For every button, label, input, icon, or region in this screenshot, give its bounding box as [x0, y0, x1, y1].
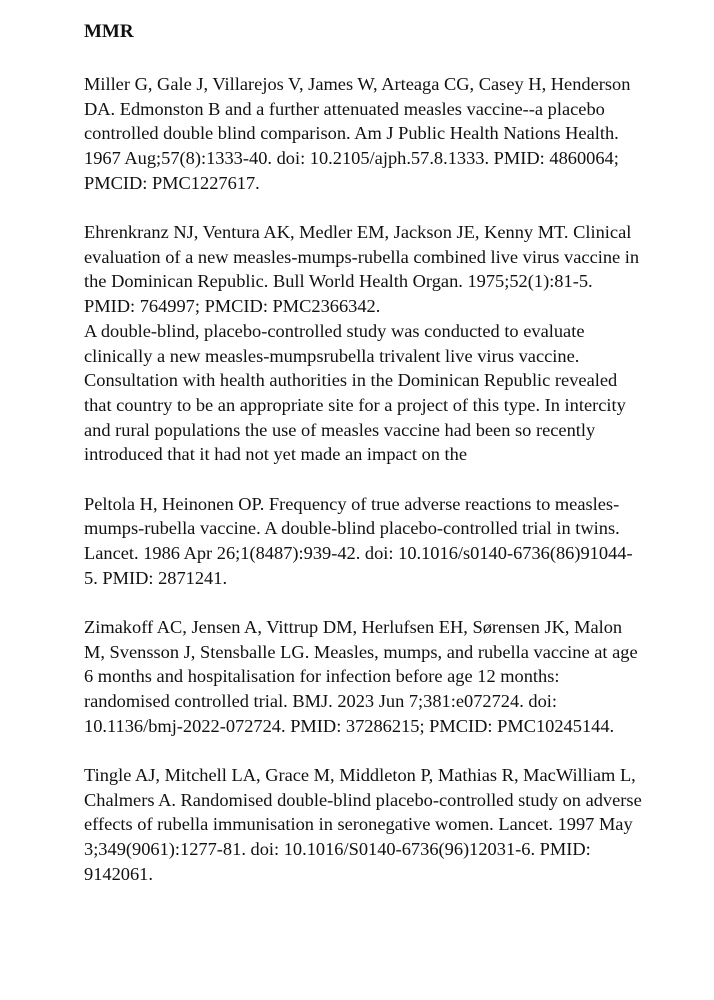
reference-citation: Zimakoff AC, Jensen A, Vittrup DM, Herlufsen EH, Sørensen JK, Malon M, Svensson J, Stensballe LG. Measles, mumps, and rubella vaccine at age 6 months and hospitalisation for infection before age 12 months: randomised controlled trial. BMJ. 2023 Jun 7;381:e072724. doi: 10.1136/bmj-2022-072724. PMID: 37286215; PMCID: PMC10245144. [84, 616, 638, 736]
reference-citation: Peltola H, Heinonen OP. Frequency of true adverse reactions to measles-mumps-rubella vaccine. A double-blind placebo-controlled trial in twins. Lancet. 1986 Apr 26;1(8487):939-42. doi: 10.1016/s0140-6736(86)91044-5. PMID: 2871241. [84, 493, 633, 588]
document-page [84, 20, 644, 911]
reference-entry [84, 220, 644, 467]
reference-citation: Ehrenkranz NJ, Ventura AK, Medler EM, Jackson JE, Kenny MT. Clinical evaluation of a new measles-mumps-rubella combined live virus vaccine in the Dominican Republic. Bull World Health Organ. 1975;52(1):81-5. PMID: 764997; PMCID: PMC2366342. [84, 222, 640, 317]
reference-entry [84, 615, 644, 739]
reference-citation: Tingle AJ, Mitchell LA, Grace M, Middleton P, Mathias R, MacWilliam L, Chalmers A. Randomised double-blind placebo-controlled study on adverse effects of rubella immunisation in seronegative women. Lancet. 1997 May 3;349(9061):1277-81. doi: 10.1016/S0140-6736(96)12031-6. PMID: 9142061. [84, 764, 642, 884]
reference-entry [84, 763, 644, 887]
reference-entry [84, 72, 644, 196]
reference-abstract: A double-blind, placebo-controlled study was conducted to evaluate clinically a new measles-mumpsrubella trivalent live virus vaccine. Consultation with health authorities in the Dominican Republic revealed that country to be an appropriate site for a project of this type. In intercity and rural populations the use of measles vaccine had been so recently introduced that it had not yet made an impact on the [84, 320, 626, 465]
section-heading: MMR [84, 21, 134, 42]
reference-entry [84, 492, 644, 591]
reference-citation: Miller G, Gale J, Villarejos V, James W, Arteaga CG, Casey H, Henderson DA. Edmonston B and a further attenuated measles vaccine--a placebo controlled double blind comparison. Am J Public Health Nations Health. 1967 Aug;57(8):1333-40. doi: 10.2105/ajph.57.8.1333. PMID: 4860064; PMCID: PMC1227617. [84, 74, 631, 193]
